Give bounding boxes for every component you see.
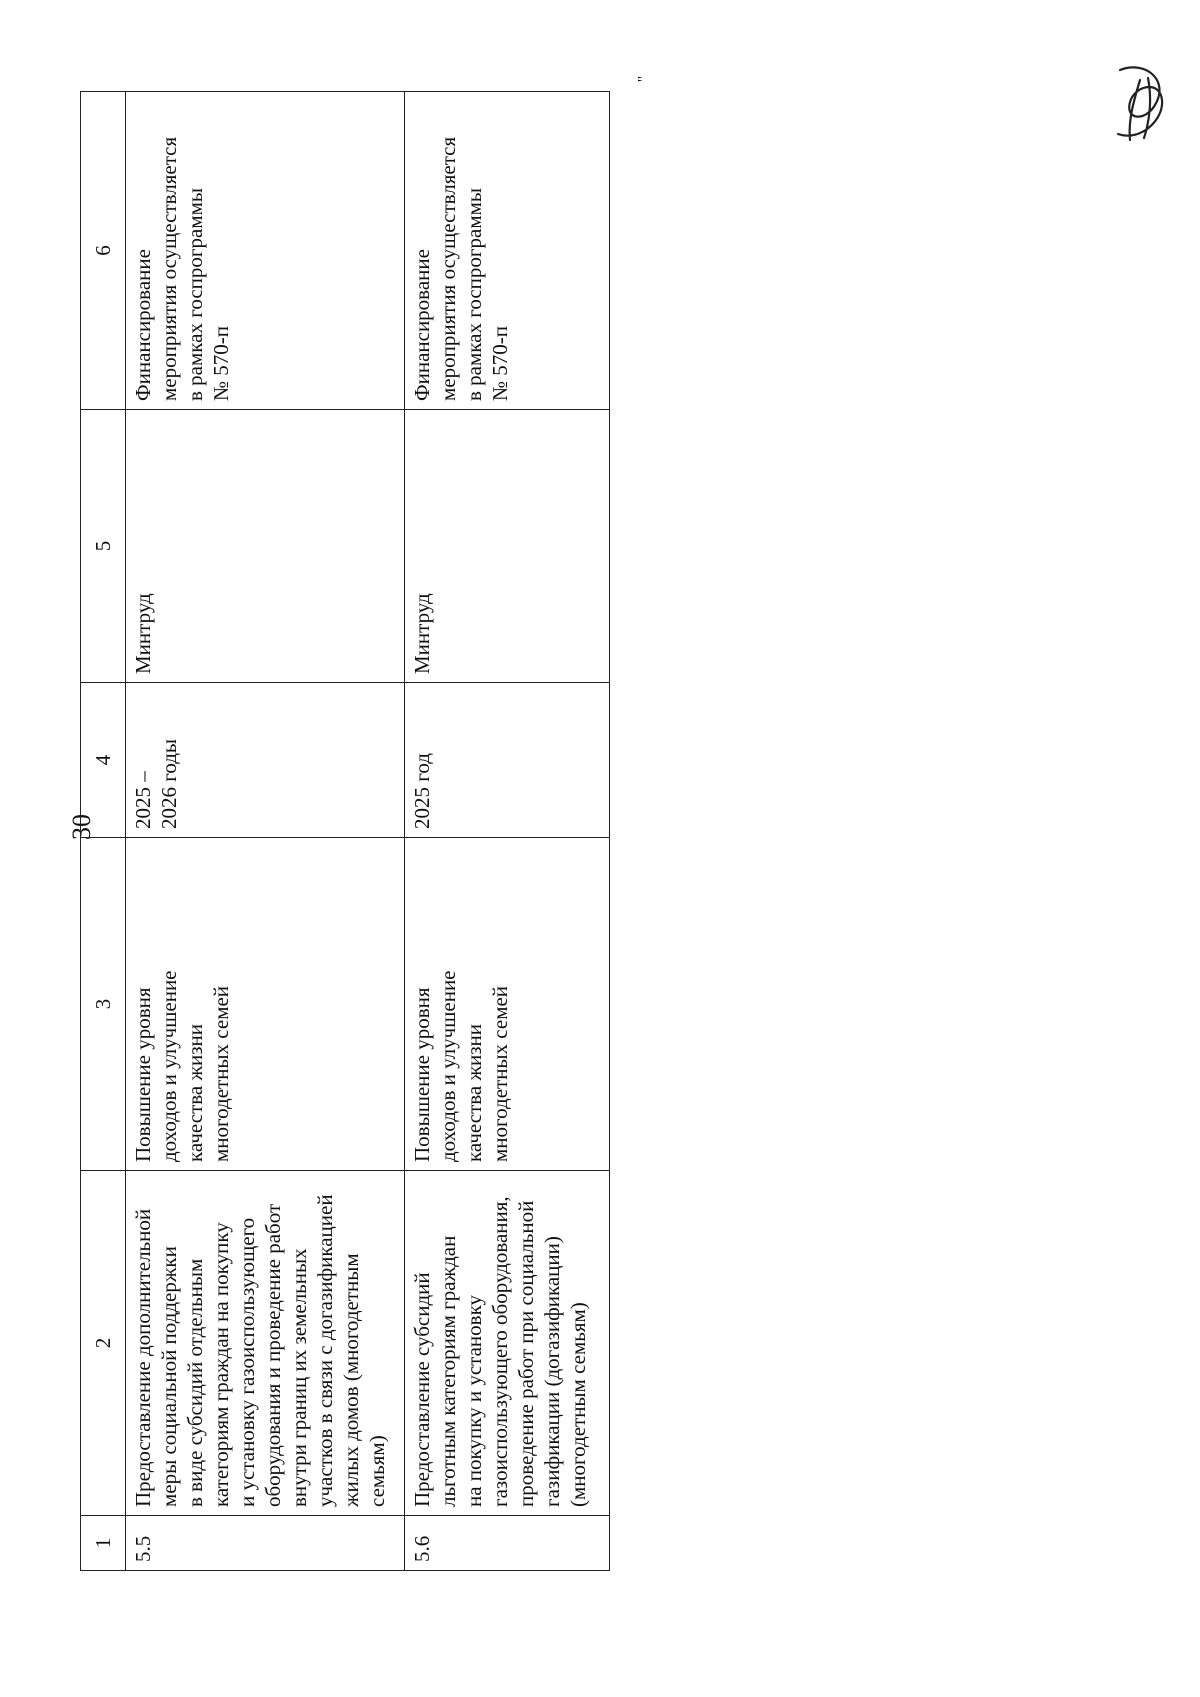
measure-period: 2025 – 2026 годы — [126, 683, 405, 838]
signature-mark — [1100, 50, 1180, 150]
row-number: 5.6 — [405, 1516, 610, 1571]
header-col-6: 6 — [81, 92, 126, 410]
measures-table — [80, 91, 610, 1571]
rotated-table-container — [80, 91, 656, 1571]
table-header-row — [81, 92, 126, 1571]
table-row — [126, 92, 405, 1571]
measure-goal: Повышение уровня доходов и улучшение качества жизни многодетных семей — [126, 838, 405, 1171]
row-number: 5.5 — [126, 1516, 405, 1571]
measure-goal: Повышение уровня доходов и улучшение качества жизни многодетных семей — [405, 838, 610, 1171]
header-col-1: 1 — [81, 1516, 126, 1571]
measure-note: Финансирование мероприятия осуществляется в рамках госпрограммы № 570-п — [405, 92, 610, 410]
page-number: 30 — [67, 814, 96, 840]
measure-executor: Минтруд — [126, 410, 405, 683]
header-col-5: 5 — [81, 410, 126, 683]
stray-mark: " — [635, 75, 653, 83]
measure-description: Предоставление субсидий льготным категориям граждан на покупку и установку газоиспользующего оборудования, проведение работ при социальной газификации (догазификации) (многодетным семьям) — [405, 1171, 610, 1516]
header-col-2: 2 — [81, 1171, 126, 1516]
measure-period: 2025 год — [405, 683, 610, 838]
table-row — [405, 92, 610, 1571]
header-col-3: 3 — [81, 838, 126, 1171]
measure-note: Финансирование мероприятия осуществляется в рамках госпрограммы № 570-п — [126, 92, 405, 410]
measure-description: Предоставление дополнительной меры социальной поддержки в виде субсидий отдельным категориям граждан на покупку и установку газоиспользующего оборудования и проведение работ внутри границ их земельных участков в связи с догазификацией жилых домов (многодетным семьям) — [126, 1171, 405, 1516]
header-col-4: 4 — [81, 683, 126, 838]
measure-executor: Минтруд — [405, 410, 610, 683]
